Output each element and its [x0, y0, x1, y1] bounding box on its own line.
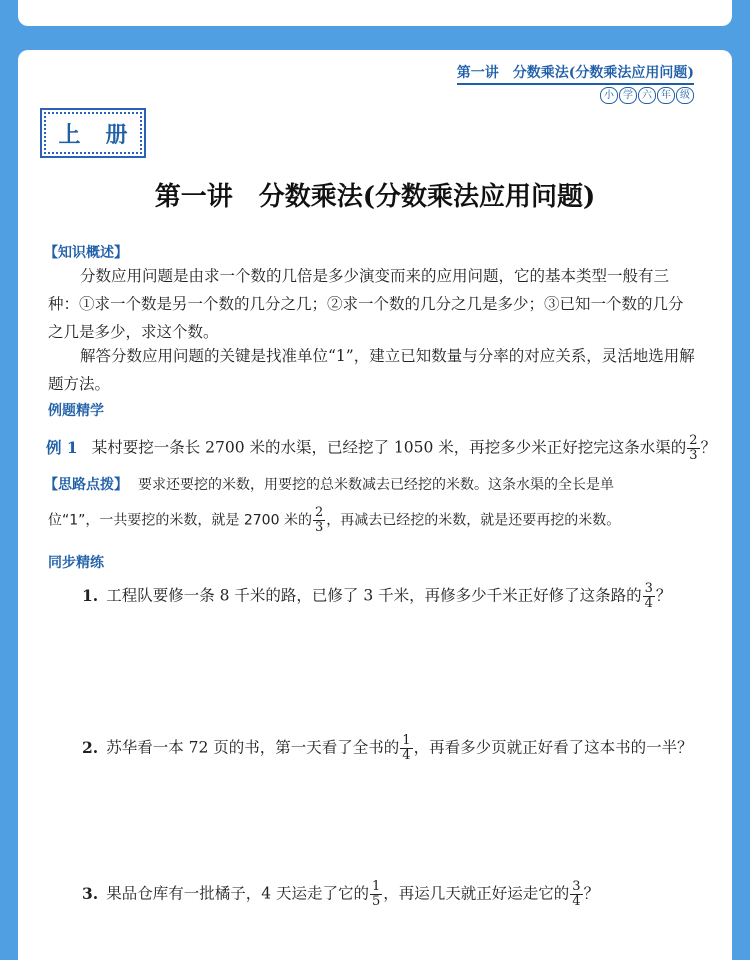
practice-section-tag: 同步精练: [48, 555, 104, 571]
fraction: $\frac{1}{4}$: [402, 733, 411, 763]
fraction: $\frac{2}{3}$: [314, 505, 324, 535]
hint-line-2: [48, 506, 620, 535]
fraction: $\frac{1}{5}$: [371, 879, 381, 909]
question-2: 2. 苏华看一本 72 页的书，第一天看了全书的 $\frac{1}{4}$ ，再看多少页就正好看了这本书的一半？: [82, 733, 693, 763]
knowledge-paragraph-2: [48, 342, 698, 398]
running-header: [457, 62, 694, 104]
knowledge-text-1: 分数应用问题是由求一个数的几倍是多少演变而来的应用问题，它的基本类型一般有三种：①求一个数是另一个数的几分之几；②求一个数的几分之几是多少；③已知一个数的几分之几是多少，求这个数。: [48, 267, 684, 341]
fraction: $\frac{2}{3}$: [689, 433, 698, 463]
volume-char: 册: [105, 121, 128, 148]
grade-chip: 学: [619, 87, 637, 104]
volume-char: 上: [58, 121, 81, 148]
previous-page-strip: [18, 0, 732, 26]
knowledge-paragraph-1: [48, 262, 698, 346]
question-1: 1. 工程队要修一条 8 千米的路，已修了 3 千米，再修多少千米正好修了这条路的 $\frac{3}{4}$ ？: [82, 581, 672, 611]
question-3: 3. 果品仓库有一批橘子，4 天运走了它的 $\frac{1}{5}$ ，再运几天就正好运走它的 $\frac{3}{4}$ ？: [82, 879, 600, 909]
grade-chip: 年: [657, 87, 675, 104]
hint-line-1: [44, 474, 614, 494]
grade-chip: 六: [638, 87, 656, 104]
hint-text-2b: ，再减去已经挖的米数，就是还要再挖的米数。: [326, 512, 621, 529]
hint-tag: 【思路点拨】: [44, 477, 128, 493]
knowledge-text-2: 解答分数应用问题的关键是找准单位“1”，建立已知数量与分率的对应关系，灵活地选用解题方法。: [48, 347, 695, 393]
fraction: $\frac{3}{4}$: [572, 879, 581, 909]
hint-text-1: 要求还要挖的米数，用要挖的总米数减去已经挖的米数。这条水渠的全长是单: [138, 477, 614, 493]
lecture-title: 第一讲 分数乘法(分数乘法应用问题): [154, 182, 596, 212]
grade-label: [457, 87, 694, 104]
hint-text-2a: 位“1”，一共要挖的米数，就是 2700 米的: [48, 512, 312, 529]
grade-chip: 级: [676, 87, 694, 104]
running-title: 第一讲 分数乘法(分数乘法应用问题): [457, 62, 694, 85]
example-text: 某村要挖一条长 2700 米的水渠，已经挖了 1050 米，再挖多少米正好挖完这条水渠的: [91, 438, 687, 457]
example-1: 例 1 某村要挖一条长 2700 米的水渠，已经挖了 1050 米，再挖多少米正好挖完这条水渠的 $\frac{2}{3}$ ？: [46, 433, 717, 463]
volume-badge: [44, 112, 142, 154]
fraction: $\frac{3}{4}$: [644, 581, 653, 611]
knowledge-tag: 【知识概述】: [44, 245, 128, 261]
example-label: 例 1: [46, 437, 78, 457]
example-section-tag: 例题精学: [48, 403, 104, 419]
grade-chip: 小: [600, 87, 618, 104]
